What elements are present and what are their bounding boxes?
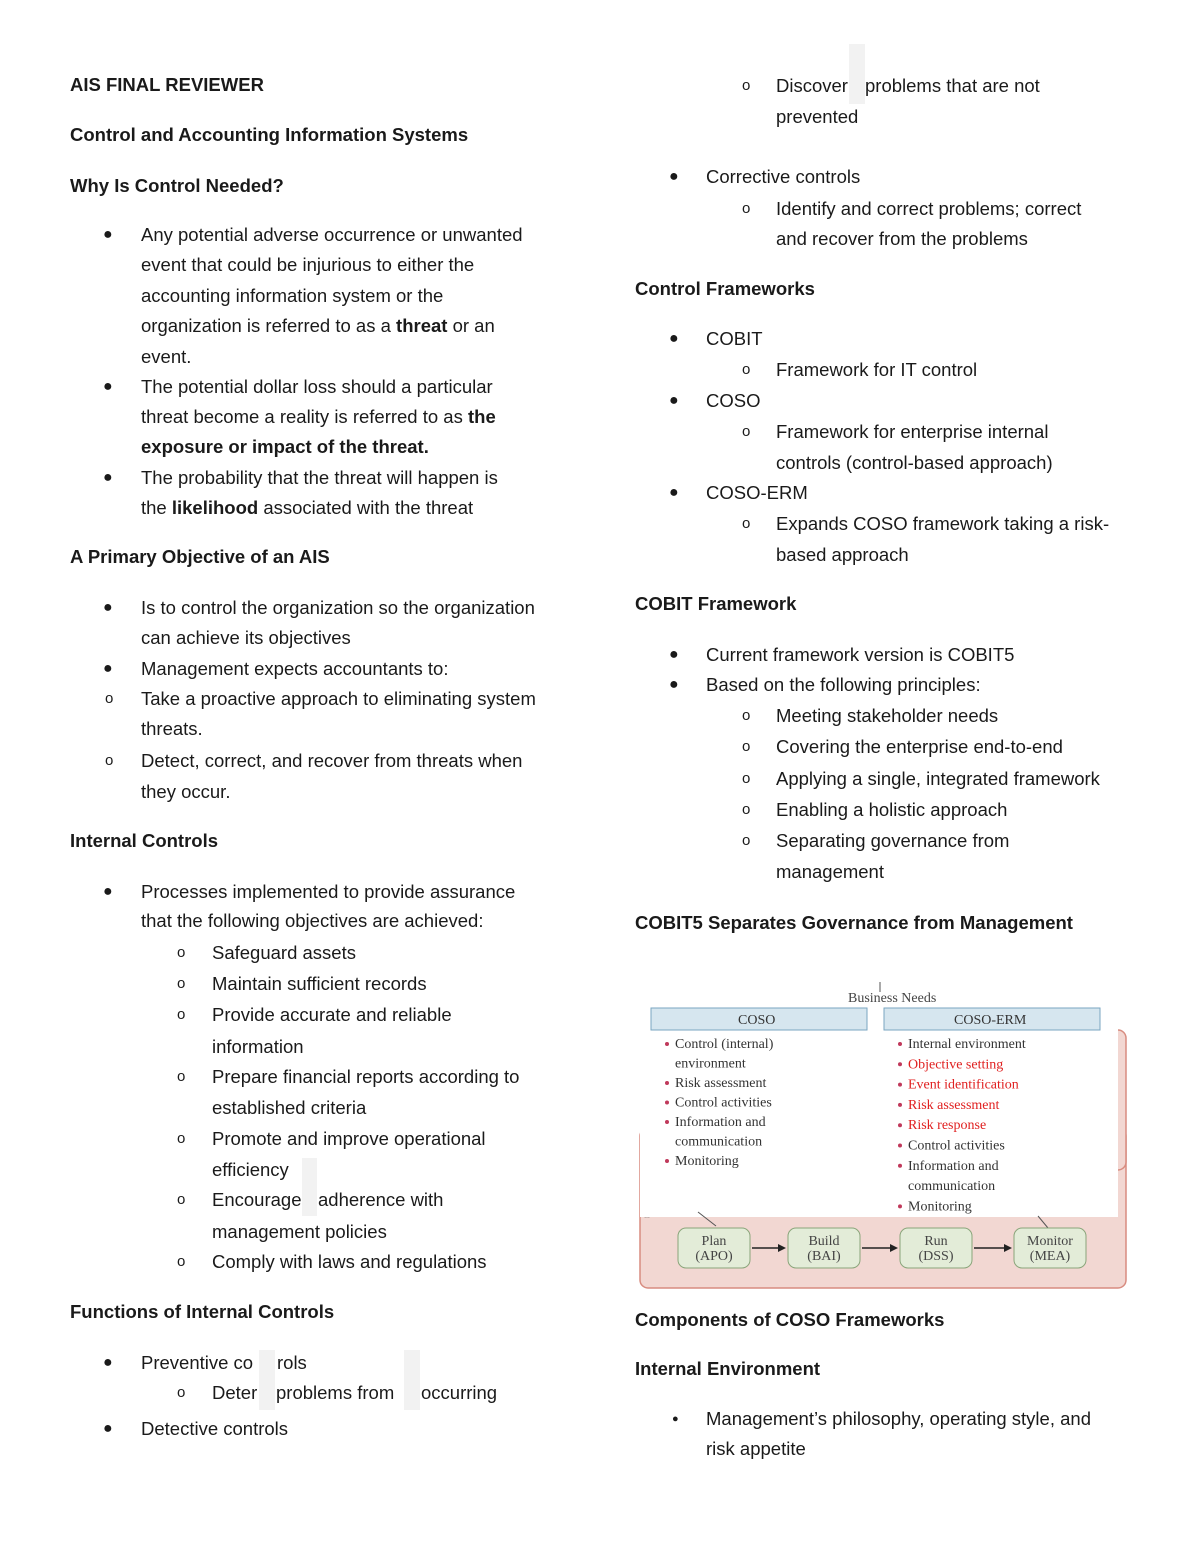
list-item: Processes implemented to provide assurance [141,881,516,902]
list-item: efficiency [212,1159,289,1180]
redaction-mark [259,1350,275,1410]
list-item: Any potential adverse occurrence or unwanted [141,224,523,245]
figure-bullet-icon [665,1081,669,1085]
redaction-mark [302,1158,317,1216]
list-item: Safeguard assets [212,942,356,963]
list-item: Promote and improve operational [212,1128,486,1149]
bullet-icon: ● [103,378,113,395]
circle-bullet-icon: o [742,707,751,724]
figure-list-item: Risk assessment [675,1076,767,1091]
circle-bullet-icon: o [177,1068,186,1085]
figure-list-item: Monitoring [908,1199,972,1215]
list-item: problems from [276,1382,395,1403]
list-item: Detect, correct, and recover from threats when [141,750,523,771]
list-item: management policies [212,1221,387,1242]
list-item: Applying a single, integrated framework [776,768,1100,789]
circle-bullet-icon: o [177,1384,186,1401]
list-item: based approach [776,544,909,565]
bullet-icon: ● [103,1420,113,1437]
list-item: Discover [776,75,848,96]
bullet-icon: ● [669,646,679,663]
redaction-mark [404,1350,420,1410]
list-item: Prepare financial reports according to [212,1066,520,1087]
figure-bullet-icon [665,1101,669,1105]
faded-caption: … [644,1214,650,1220]
list-item: Framework for enterprise internal [776,421,1049,442]
figure-list-item: communication [675,1134,763,1150]
circle-bullet-icon: o [742,200,751,217]
figure-bullet-icon [898,1123,902,1127]
process-name: Run [924,1234,948,1249]
bullet-icon: ● [103,226,113,243]
figure-list-item: Monitoring [675,1154,739,1169]
coso-erm-figure [638,980,1128,1290]
list-item: can achieve its objectives [141,627,351,648]
circle-bullet-icon: o [742,738,751,755]
list-item: Expands COSO framework taking a risk- [776,513,1110,534]
list-item: Provide accurate and reliable [212,1004,452,1025]
list-item: problems that are not [865,75,1040,96]
cobit-framework-heading: COBIT Framework [635,593,797,614]
process-name: Plan [701,1234,727,1249]
why-control-heading: Why Is Control Needed? [70,175,284,196]
functions-heading: Functions of Internal Controls [70,1301,335,1322]
list-item: organization is referred to as a threat or an [141,315,495,336]
control-frameworks-heading: Control Frameworks [635,278,815,299]
list-item: Meeting stakeholder needs [776,705,999,726]
list-item: adherence with [318,1189,444,1210]
cobit5-heading: COBIT5 Separates Governance from Management [635,912,1073,933]
circle-bullet-icon: o [177,944,186,961]
list-item: prevented [776,106,859,127]
business-needs-label: Business Needs [848,991,937,1006]
figure-list-item: communication [908,1179,996,1195]
circle-bullet-icon: o [177,1006,186,1023]
figure-list-item: Objective setting [908,1057,1004,1073]
list-item: they occur. [141,781,231,802]
process-code: (APO) [695,1249,733,1264]
figure-bullet-icon [898,1204,902,1208]
list-item: Covering the enterprise end-to-end [776,736,1063,757]
list-item: Separating governance from [776,830,1010,851]
process-code: (DSS) [918,1249,954,1264]
circle-bullet-icon: o [742,423,751,440]
circle-bullet-icon: o [177,975,186,992]
figure-bullet-icon [665,1042,669,1046]
section-heading: Control and Accounting Information Systems [70,124,469,145]
bullet-icon: ● [669,392,679,409]
list-item: Framework for IT control [776,359,978,380]
list-item: and recover from the problems [776,228,1028,249]
process-code: (BAI) [807,1249,841,1264]
list-item: established criteria [212,1097,367,1118]
bullet-icon: ● [669,484,679,501]
list-item: Maintain sufficient records [212,973,427,994]
erm-header: COSO-ERM [954,1013,1027,1028]
figure-bullet-icon [898,1164,902,1168]
list-item: Enabling a holistic approach [776,799,1008,820]
list-item: COSO [706,390,761,411]
circle-bullet-icon: o [742,77,751,94]
figure-list-item: Event identification [908,1077,1019,1093]
list-item: exposure or impact of the threat. [141,436,429,457]
list-item: The potential dollar loss should a particular [141,376,493,397]
list-item: threats. [141,718,203,739]
circle-bullet-icon: o [742,801,751,818]
list-item: Take a proactive approach to eliminating system [141,688,536,709]
figure-bullet-icon [665,1159,669,1163]
list-item: Detective controls [141,1418,289,1439]
process-name: Build [808,1234,840,1249]
components-heading: Components of COSO Frameworks [635,1309,945,1330]
process-code: (MEA) [1029,1249,1071,1264]
list-item: the likelihood associated with the threat [141,497,474,518]
list-item: occurring [421,1382,498,1403]
list-item: Deter [212,1382,258,1403]
circle-bullet-icon: o [177,1191,186,1208]
bullet-icon: ● [103,599,113,616]
document-title: AIS FINAL REVIEWER [70,74,264,95]
figure-list-item: Control activities [675,1095,772,1111]
list-item: Encourage [212,1189,302,1210]
list-item: Is to control the organization so the organization [141,597,535,618]
bullet-icon: ● [103,469,113,486]
figure-list-item: Control (internal) [675,1037,774,1052]
list-item: Management’s philosophy, operating style, and [706,1408,1091,1429]
figure-bullet-icon [898,1042,902,1046]
figure-bullet-icon [898,1062,902,1066]
figure-bullet-icon [898,1083,902,1087]
figure-list-item: Information and [908,1158,999,1174]
bullet-icon: ● [103,1354,113,1371]
internal-controls-heading: Internal Controls [70,830,219,851]
circle-bullet-icon: o [742,770,751,787]
figure-list-item: environment [675,1056,746,1072]
list-item: rols [277,1352,307,1373]
figure-list-item: Internal environment [908,1037,1026,1052]
list-item: Identify and correct problems; correct [776,198,1082,219]
circle-bullet-icon: o [742,515,751,532]
circle-bullet-icon: o [177,1253,186,1270]
figure-bullet-icon [898,1103,902,1107]
list-item: that the following objectives are achieved: [141,910,484,931]
circle-bullet-icon: o [742,832,751,849]
list-item: The probability that the threat will happen is [141,467,498,488]
bullet-icon: ● [672,1413,679,1425]
list-item: controls (control-based approach) [776,452,1053,473]
circle-bullet-icon: o [742,361,751,378]
figure-bullet-icon [898,1144,902,1148]
list-item: Corrective controls [706,166,861,187]
bullet-icon: ● [669,676,679,693]
list-item: accounting information system or the [141,285,444,306]
list-item: COBIT [706,328,763,349]
list-item: management [776,861,884,882]
internal-environment-heading: Internal Environment [635,1358,821,1379]
process-name: Monitor [1027,1234,1073,1249]
bullet-icon: ● [103,883,113,900]
redaction-mark [849,44,865,104]
circle-bullet-icon: o [105,752,114,769]
figure-list-item: Risk response [908,1118,987,1134]
list-item: COSO-ERM [706,482,808,503]
coso-header: COSO [738,1013,776,1028]
bullet-icon: ● [103,660,113,677]
list-item: risk appetite [706,1438,806,1459]
figure-list-item: Information and [675,1115,766,1130]
list-item: Current framework version is COBIT5 [706,644,1015,665]
circle-bullet-icon: o [177,1130,186,1147]
list-item: event that could be injurious to either the [141,254,475,275]
list-item: Comply with laws and regulations [212,1251,487,1272]
list-item: Management expects accountants to: [141,658,449,679]
primary-objective-heading: A Primary Objective of an AIS [70,546,330,567]
bullet-icon: ● [669,330,679,347]
list-item: Preventive co [141,1352,254,1373]
list-item: information [212,1036,304,1057]
figure-list-item: Control activities [908,1138,1005,1154]
figure-bullet-icon [665,1120,669,1124]
list-item: event. [141,346,192,367]
list-item: threat become a reality is referred to as the [141,406,496,427]
circle-bullet-icon: o [105,690,114,707]
figure-list-item: Risk assessment [908,1097,1000,1113]
bullet-icon: ● [669,168,679,185]
list-item: Based on the following principles: [706,674,981,695]
